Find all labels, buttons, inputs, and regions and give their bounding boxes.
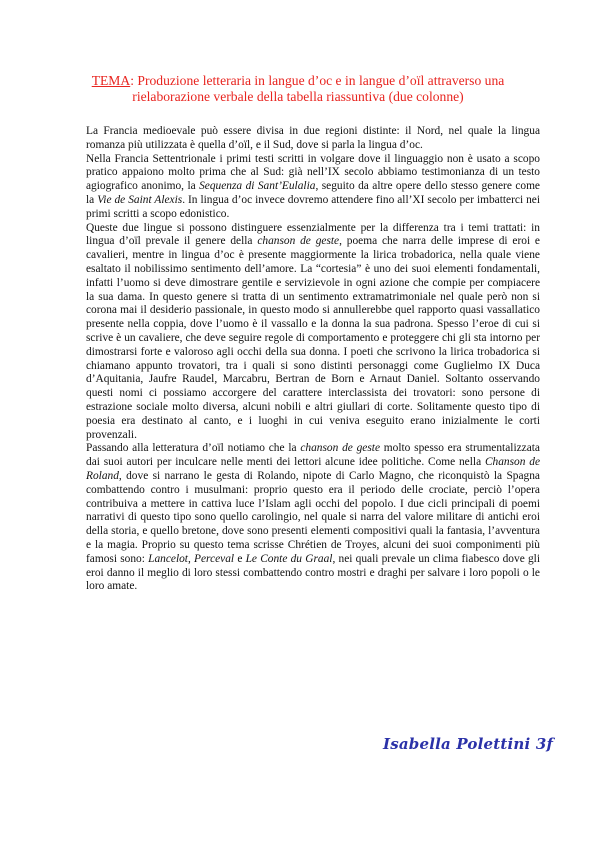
italic-title: chanson de geste: [300, 442, 381, 455]
italic-title: Chanson de Roland: [86, 456, 540, 482]
title-text: : Produzione letteraria in langue d’oc e in langue d’oïl attraverso una rielaborazione verbale della tabella riassuntiva (due colonne): [130, 73, 505, 104]
paragraph-1: La Francia medioevale può essere divisa in due regioni distinte: il Nord, nel quale la lingua romanza più utilizzata è quella d’oïl, e il Sud, dove si parla la lingua d’oc.: [86, 125, 540, 151]
title-label: TEMA: [91, 73, 131, 88]
italic-title: Le Conte du Graal: [245, 552, 333, 565]
page-title: [60, 73, 536, 105]
italic-title: Perceval: [194, 552, 235, 565]
italic-title: Lancelot: [148, 552, 188, 565]
paragraph-3: Queste due lingue si possono distinguere essenzialmente per la differenza tra i temi trattati: in lingua d’oïl prevale il genere della chanson de geste, poema che narra delle imprese di eroi e cavalieri, mentre in lingua d’oc è presente maggiormente la lirica trobadorica, nella quale viene esaltato il nobilissimo sentimento dell’amore. La “cortesia” è uno dei suoi elementi fondamentali, infatti l’uomo si deve dimostrare gentile e servizievole in ogni azione che compie per compiacere la sua dama. In questo genere si tratta di un sentimento extramatrimoniale nel quale però non si corona mai il desiderio passionale, in questo modo si annullerebbe quel rapporto quasi vassallatico presente nella coppia, dove l’uomo è il vassallo e la donna la sua padrona. Spesso l’eroe di cui si scrive è un cavaliere, che deve seguire regole di comportamento e proteggere chi gli sta intorno per dimostrarsi forte e valoroso agli occhi della sua donna. I poeti che scrivono la lirica trobadorica si chiamano appunto trovatori, tra i quali si sono distinti personaggi come Guglielmo IX Duca d’Aquitania, Jaufre Raudel, Marcabru, Bertran de Born e Arnaut Daniel. Soltanto osservando questi nomi ci possiamo accorgere del carattere interclassista dei trovatori: sono persone di estrazione sociale molto diversa, alcuni nobili e altri giullari di corte. Solitamente questo tipo di poesia era destinato al canto, e i luoghi in cui veniva eseguito erano inizialmente le corti provenzali.: [86, 221, 540, 441]
italic-title: Sequenza di Sant’Eulalia: [199, 180, 316, 193]
italic-title: chanson de geste: [257, 235, 340, 248]
paragraph-2: Nella Francia Settentrionale i primi testi scritti in volgare dove il linguaggio non è usato a scopo pratico appaiono molto prima che al Sud: già nell’IX secolo abbiamo testimonianza di un testo agiografico anonimo, la Sequenza di Sant’Eulalia, seguito da altre opere dello stesso genere come la Vie de Saint Alexis. In lingua d’oc invece dovremo attendere fino all’XI secolo per imbatterci nei primi scritti a scopo edonistico.: [86, 152, 540, 220]
italic-title: Vie de Saint Alexis: [97, 193, 183, 206]
paragraph-4: Passando alla letteratura d’oïl notiamo che la chanson de geste molto spesso era strumentalizzata dai suoi autori per inculcare nelle menti dei lettori alcune idee politiche. Come nella Chanson de Roland, dove si narrano le gesta di Rolando, nipote di Carlo Magno, che riconquistò la Spagna combattendo contro i musulmani: proprio questo era il periodo delle crociate, perciò l’opera contribuiva a mettere in cattiva luce l’Islam agli occhi del popolo. I due cicli principali di poemi narrativi di questo tipo sono quello carolingio, nel quale si narra del valore militare di antichi eroi della storia, e quello bretone, dove sono presenti elementi compositivi quali la fantasia, l’avventura e la magia. Proprio su questo tema scrisse Chrétien de Troyes, alcuni dei suoi componimenti più famosi sono: Lancelot, Perceval e Le Conte du Graal, nei quali prevale un clima fiabesco dove gli eroi danno il meglio di loro stessi combattendo contro mostri e draghi per salvare i loro popoli o le loro amate.: [86, 442, 540, 593]
author-signature: Isabella Polettini 3f: [383, 735, 554, 753]
essay-body: [86, 125, 540, 594]
